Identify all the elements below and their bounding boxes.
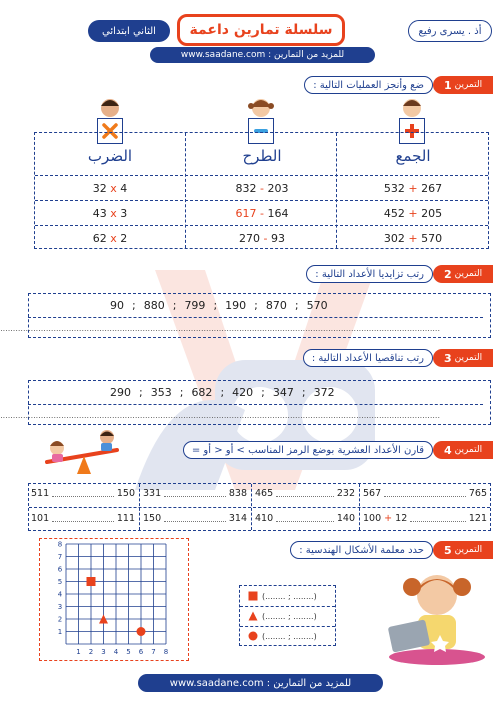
- answer-circle-row[interactable]: [240, 626, 335, 646]
- x-tick-label: 8: [163, 648, 169, 656]
- multiplication-row-2: 43 x 3: [92, 207, 128, 220]
- compare-r2-c4[interactable]: 100 + 12 121: [363, 513, 487, 524]
- exercise5-badge-word: التمرين: [454, 545, 483, 555]
- teacher-name: أذ . يسرى رفيع: [408, 20, 492, 42]
- exercise5-badge: [433, 541, 493, 559]
- subtraction-row-1: 832 - 203: [235, 182, 289, 195]
- answer-triangle-row[interactable]: [240, 606, 335, 626]
- triangle-icon: [248, 611, 258, 621]
- subtraction-row-3: 270 - 93: [239, 232, 285, 245]
- x-tick-label: 7: [151, 648, 156, 656]
- compare-r2-c3[interactable]: 410 140: [255, 513, 355, 524]
- exercise3-badge: [433, 349, 493, 367]
- watermark-logo: [115, 250, 415, 500]
- exercise3-badge-num: 3: [443, 351, 452, 365]
- exercise4-badge-word: التمرين: [454, 445, 483, 455]
- answer-circle-text: (........ ; ........): [262, 631, 317, 641]
- addition-row-3: 302 + 570: [383, 232, 443, 245]
- footer-site-link[interactable]: للمزيد من التمارين : www.saadane.com: [138, 674, 383, 692]
- grid-square-mark: [87, 577, 96, 586]
- addition-header: الجمع: [395, 147, 431, 165]
- exercise2-badge-num: 2: [443, 267, 452, 281]
- exercise1-badge: [433, 76, 493, 94]
- multiplication-row-1: 32 x 4: [92, 182, 128, 195]
- y-tick-label: 3: [57, 603, 63, 611]
- shape-answers-table: [239, 585, 336, 646]
- y-tick-label: 5: [57, 578, 63, 586]
- coordinate-grid: [40, 539, 188, 660]
- compare-grid: [28, 483, 491, 531]
- exercise4-badge: [433, 441, 493, 459]
- exercise2-badge-word: التمرين: [454, 269, 483, 279]
- x-tick-label: 3: [101, 648, 106, 656]
- x-tick-label: 4: [113, 648, 119, 656]
- exercise1-instruction: ضع وأنجز العمليات التالية :: [304, 76, 433, 94]
- girl-laptop-illustration: [382, 565, 490, 665]
- exercise1-badge-num: 1: [443, 78, 452, 92]
- x-tick-label: 5: [126, 648, 131, 656]
- exercise3-badge-word: التمرين: [454, 353, 483, 363]
- seesaw-kids-illustration: [42, 430, 122, 475]
- exercise1-badge-word: التمرين: [454, 80, 483, 90]
- answer-triangle-text: (........ ; ........): [262, 611, 317, 621]
- y-tick-label: 2: [57, 615, 63, 624]
- exercise5-badge-num: 5: [443, 543, 452, 557]
- exercise3-instruction: رتب تناقصيا الأعداد التالية :: [303, 349, 433, 367]
- exercise5-instruction: حدد معلمة الأشكال الهندسية :: [290, 541, 433, 559]
- answer-square-text: (........ ; ........): [262, 591, 317, 601]
- y-tick-label: 6: [57, 565, 63, 574]
- site-link[interactable]: للمزيد من التمارين : www.saadane.com: [150, 47, 375, 63]
- addition-row-1: 532 + 267: [383, 182, 443, 195]
- compare-r1-c2[interactable]: 331 838: [143, 488, 247, 499]
- operations-table: [34, 132, 489, 249]
- coordinate-grid-frame: [39, 538, 189, 661]
- exercise2-answer-line[interactable]: .............................................................................................................................................................................: [0, 324, 440, 333]
- subtraction-row-2: 617 - 164: [235, 207, 289, 220]
- square-icon: [248, 591, 258, 601]
- answer-square-row[interactable]: [240, 586, 335, 606]
- multiplication-row-3: 62 x 2: [92, 232, 128, 245]
- y-tick-label: 4: [57, 590, 63, 599]
- compare-r2-c1[interactable]: 101 111: [31, 513, 135, 524]
- subtraction-header: الطرح: [242, 147, 282, 165]
- exercise2-badge: [433, 265, 493, 283]
- x-tick-label: 2: [88, 648, 94, 656]
- compare-r2-c2[interactable]: 150 314: [143, 513, 247, 524]
- exercise2-numbers: 90 ; 880 ; 799 ; 190 ; 870 ; 570: [110, 299, 328, 312]
- compare-r1-c3[interactable]: 465 232: [255, 488, 355, 499]
- exercise3-numbers: 290 ; 353 ; 682 ; 420 ; 347 ; 372: [110, 386, 335, 399]
- kid-avatar-boy-2: [98, 96, 122, 118]
- x-tick-label: 6: [138, 648, 144, 656]
- y-tick-label: 7: [57, 553, 63, 561]
- exercise4-instruction: قارن الأعداد العشرية بوضع الرمز المناسب > أو < أو =: [183, 441, 433, 459]
- multiplication-header: الضرب: [87, 147, 133, 165]
- exercise4-badge-num: 4: [443, 443, 452, 457]
- x-tick-label: 1: [76, 648, 81, 656]
- circle-icon: [248, 631, 258, 641]
- grade-badge: الثاني ابتدائي: [88, 20, 170, 42]
- kid-avatar-girl: [248, 96, 274, 118]
- y-tick-label: 1: [57, 628, 63, 636]
- exercise2-instruction: رتب تزايديا الأعداد التالية :: [306, 265, 433, 283]
- y-tick-label: 8: [57, 540, 63, 549]
- addition-row-2: 452 + 205: [383, 207, 443, 220]
- kid-avatar-boy: [400, 96, 424, 118]
- compare-r1-c1[interactable]: 511 150: [31, 488, 135, 499]
- exercise3-answer-line[interactable]: .............................................................................................................................................................................: [0, 411, 440, 420]
- page-title: سلسلة تمارين داعمة: [177, 14, 345, 46]
- grid-circle-mark: [137, 627, 146, 636]
- compare-r1-c4[interactable]: 567 765: [363, 488, 487, 499]
